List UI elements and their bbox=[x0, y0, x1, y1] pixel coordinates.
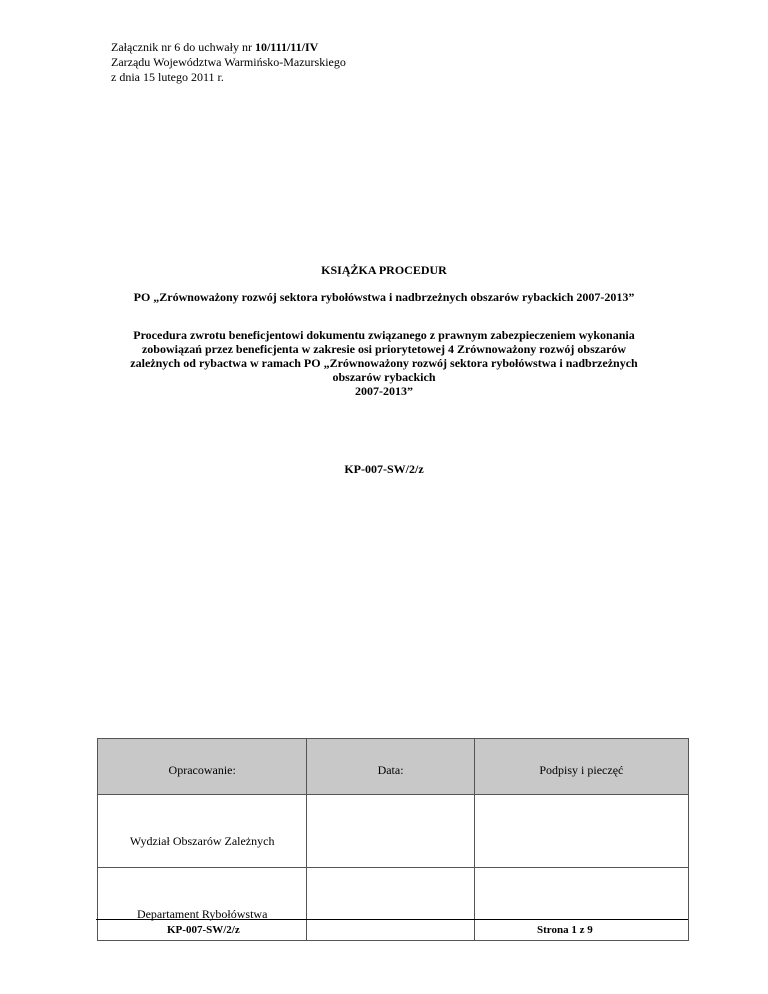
table-header-cell: Opracowanie: bbox=[98, 739, 307, 795]
resolution-number: 10/111/11/IV bbox=[254, 40, 319, 54]
table-cell: Departament Rybołówstwa bbox=[98, 868, 307, 941]
table-cell bbox=[307, 795, 474, 868]
procedure-line-4: obszarów rybackich bbox=[332, 370, 436, 384]
program-name: PO „Zrównoważony rozwój sektora rybołówstwa i nadbrzeżnych obszarów rybackich 2007-2013” bbox=[133, 290, 635, 304]
table-header-cell: Podpisy i pieczęć bbox=[474, 739, 688, 795]
table-cell bbox=[307, 868, 474, 941]
document-title: KSIĄŻKA PROCEDUR bbox=[321, 263, 447, 277]
table-cell: Wydział Obszarów Zależnych bbox=[98, 795, 307, 868]
attachment-note bbox=[111, 40, 346, 85]
footer-code: KP-007-SW/2/z bbox=[167, 924, 240, 936]
attachment-line-3: z dnia 15 lutego 2011 r. bbox=[111, 70, 224, 84]
table-header-cell: Data: bbox=[307, 739, 474, 795]
procedure-line-1: Procedura zwrotu beneficjentowi dokumentu związanego z prawnym zabezpieczeniem wykonania bbox=[133, 328, 635, 342]
attachment-prefix: Załącznik nr 6 do uchwały nr bbox=[111, 40, 255, 54]
procedure-line-2: zobowiązań przez beneficjenta w zakresie osi priorytetowej 4 Zrównoważony rozwój obszarów bbox=[141, 342, 627, 356]
procedure-code: KP-007-SW/2/z bbox=[344, 462, 424, 476]
footer-divider bbox=[96, 919, 688, 920]
procedure-line-3: zależnych od rybactwa w ramach PO „Zrównoważony rozwój sektora rybołówstwa i nadbrzeżnych bbox=[130, 356, 638, 370]
attachment-line-2: Zarządu Województwa Warmińsko-Mazurskiego bbox=[111, 55, 346, 69]
table-row bbox=[98, 795, 689, 868]
approval-table bbox=[97, 738, 689, 941]
table-cell bbox=[474, 795, 688, 868]
procedure-title bbox=[80, 328, 688, 398]
table-header-row bbox=[98, 739, 689, 795]
procedure-line-5: 2007-2013” bbox=[355, 384, 413, 398]
page-number: Strona 1 z 9 bbox=[537, 924, 593, 936]
attachment-line-1 bbox=[111, 40, 346, 55]
